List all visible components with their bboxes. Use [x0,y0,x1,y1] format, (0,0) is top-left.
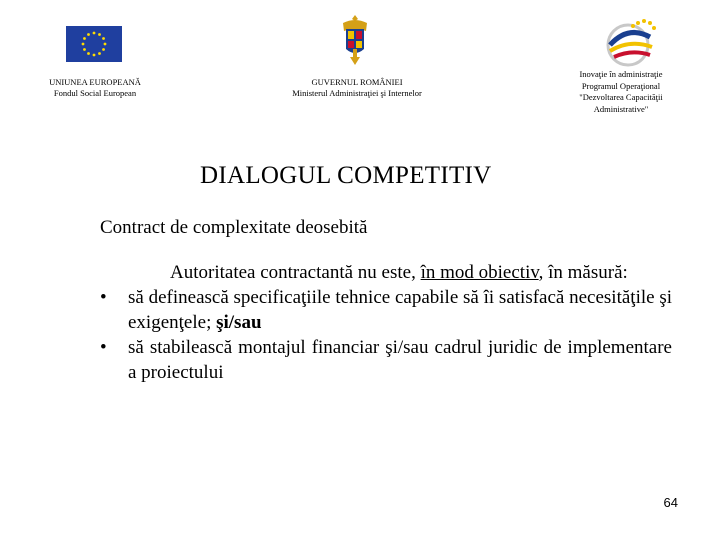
intro-text-after: , în măsură: [538,262,628,283]
eu-star-icon [82,43,85,46]
government-label: GUVERNUL ROMÂNIEI [311,77,403,87]
slide-subtitle: Contract de complexitate deosebită [100,217,368,238]
header-left-text [30,77,160,99]
programme-label: Programul Operaţional [581,80,661,91]
romanian-coat-of-arms-logo [340,13,370,67]
capacity-label: "Dezvoltarea Capacităţii [579,92,663,102]
eu-flag-logo [66,26,122,62]
eu-star-icon [83,48,86,51]
bullet-text: să definească specificaţiile tehnice capabile să îi satisfacă necesităţile şi exigenţele; [128,287,672,333]
header-middle-text [262,77,452,99]
bullet-marker: • [100,337,107,358]
intro-paragraph [100,260,672,285]
eu-star-icon [83,37,86,40]
bullet-marker: • [100,287,107,308]
eu-star-icon [98,52,101,55]
eu-star-icon [93,54,96,57]
bullet-bold-text: şi/sau [216,312,262,333]
page-number: 64 [663,495,678,510]
header-right-text [557,69,685,115]
slide-body [100,260,672,385]
innovation-label: Inovaţie în administraţie [579,69,663,79]
bullet-item-1 [100,285,672,335]
intro-text-before: Autoritatea contractantă nu este, [170,262,421,283]
administrative-label: Administrative" [593,103,649,114]
intro-underlined-text: în mod obiectiv [420,262,539,283]
eu-label: UNIUNEA EUROPEANĂ [49,77,141,87]
esf-label: Fondul Social European [53,88,137,98]
slide-title: DIALOGUL COMPETITIV [200,162,492,189]
eu-star-icon [102,37,105,40]
bullet-item-2 [100,335,672,385]
ministry-label: Ministerul Administraţiei şi Internelor [292,88,422,98]
eu-star-icon [93,32,96,35]
eu-star-icon [102,48,105,51]
innovation-programme-logo [600,15,660,71]
bullet-text: să stabilească montajul financiar şi/sau cadrul juridic de implementare a proiectului [128,337,672,383]
eu-star-icon [98,33,101,36]
eu-star-icon [87,33,90,36]
eu-star-icon [104,43,107,46]
eu-star-icon [87,52,90,55]
